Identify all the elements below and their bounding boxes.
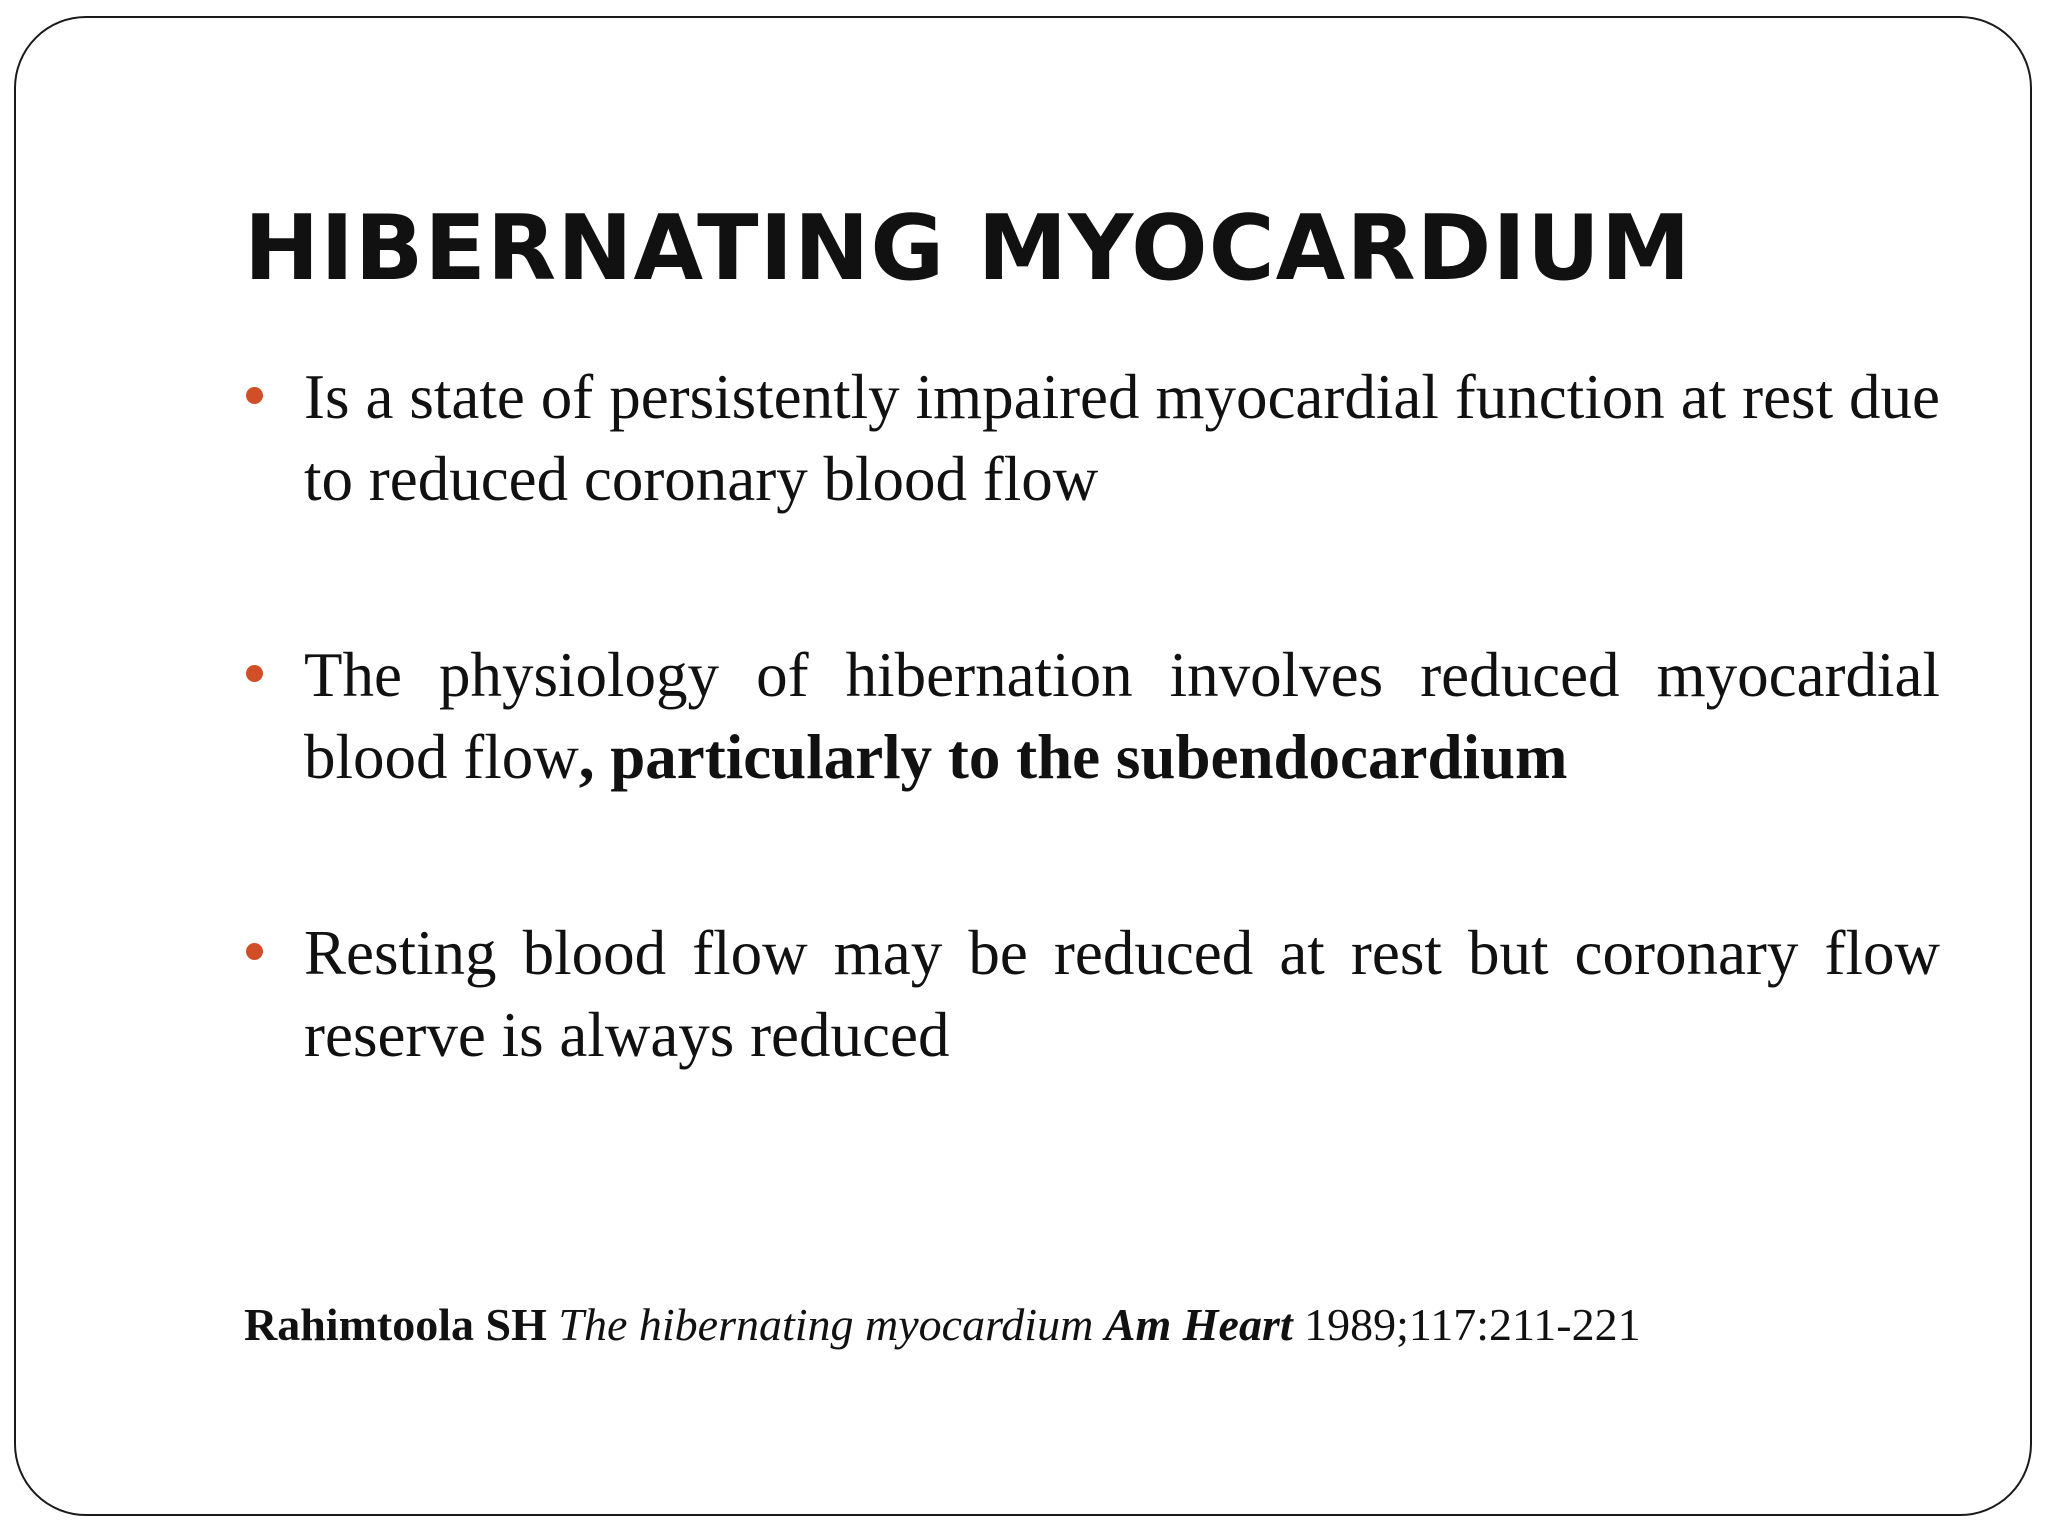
slide <box>14 16 2032 1516</box>
slide-title: HIBERNATING MYOCARDIUM <box>244 196 1692 301</box>
bullet-text: Is a state of persistently impaired myocardial function at rest due to reduced coronary blood flow <box>304 362 1940 514</box>
reference-citation <box>244 1298 1641 1351</box>
reference-details: 1989;117:211-221 <box>1304 1299 1641 1350</box>
bullet-item <box>244 356 1940 520</box>
bullet-dot-icon <box>246 387 263 404</box>
bullet-dot-icon <box>246 665 263 682</box>
reference-article-title: The hibernating myocardium <box>558 1299 1094 1350</box>
bullet-text: Resting blood flow may be reduced at rest but coronary flow reserve is always reduced <box>304 918 1940 1070</box>
bullet-item <box>244 912 1940 1076</box>
bullet-list <box>244 356 1940 1190</box>
reference-author: Rahimtoola SH <box>244 1299 547 1350</box>
bullet-dot-icon <box>246 943 263 960</box>
bullet-emphasis: , particularly to the subendocardium <box>578 722 1568 792</box>
bullet-text: The physiology of hibernation involves reduced myocardial blood flow <box>304 640 1940 792</box>
reference-journal: Am Heart <box>1104 1299 1293 1350</box>
bullet-item <box>244 634 1940 798</box>
